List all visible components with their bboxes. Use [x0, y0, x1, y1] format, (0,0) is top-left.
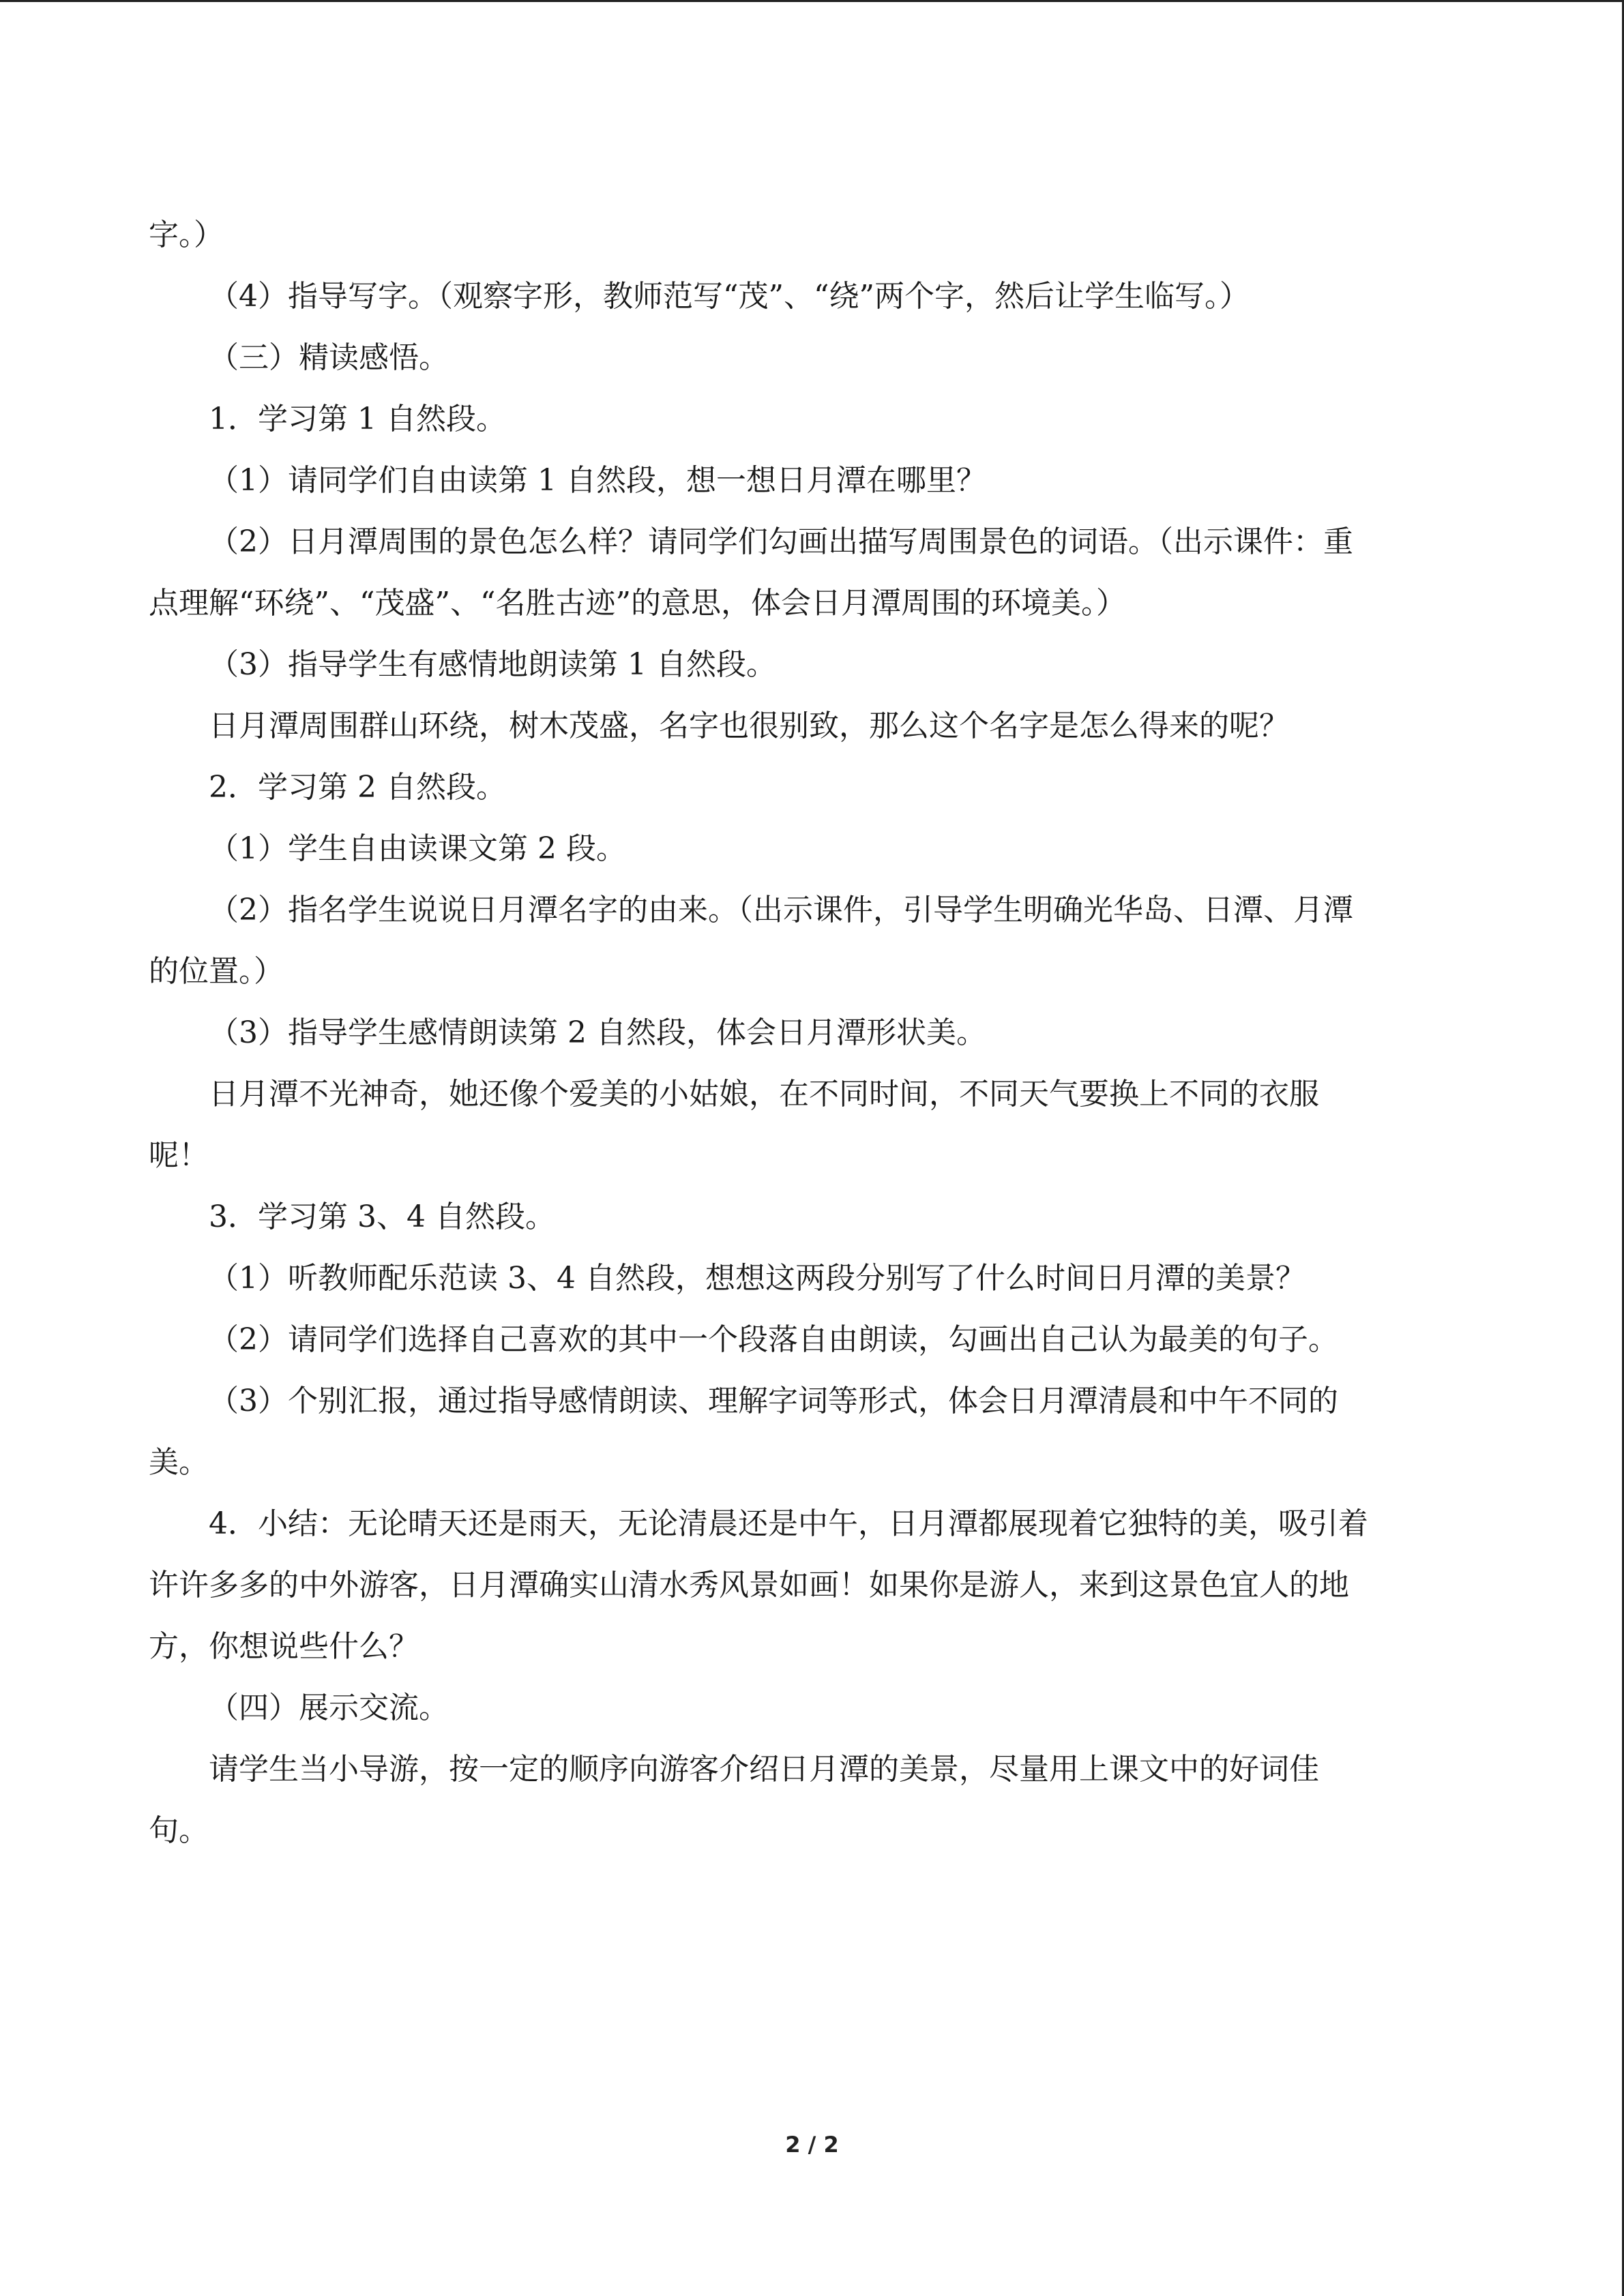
- text-line: 呢！: [149, 1138, 209, 1173]
- subsection-heading: 3．学习第 3、4 自然段。: [209, 1199, 555, 1234]
- text-line: （4）指导写字。（观察字形，教师范写“茂”、“绕”两个字，然后让学生临写。）: [209, 279, 1250, 314]
- text-line: （2）日月潭周围的景色怎么样？请同学们勾画出描写周围景色的词语。（出示课件：重: [209, 524, 1353, 559]
- text-line: （2）指名学生说说日月潭名字的由来。（出示课件，引导学生明确光华岛、日潭、月潭: [209, 893, 1353, 927]
- text-line: 的位置。）: [149, 954, 284, 989]
- page-number: 2 / 2: [785, 2132, 839, 2158]
- document-body: [149, 205, 1479, 1862]
- text-line: 许许多多的中外游客，日月潭确实山清水秀风景如画！如果你是游人，来到这景色宜人的地: [149, 1568, 1349, 1602]
- section-heading: （三）精读感悟。: [209, 340, 449, 375]
- text-line: （2）请同学们选择自己喜欢的其中一个段落自由朗读，勾画出自己认为最美的句子。: [209, 1322, 1338, 1357]
- text-line: （1）学生自由读课文第 2 段。: [209, 831, 626, 866]
- text-line: （3）个别汇报，通过指导感情朗读、理解字词等形式，体会日月潭清晨和中午不同的: [209, 1384, 1338, 1418]
- text-line: 点理解“环绕”、“茂盛”、“名胜古迹”的意思，体会日月潭周围的环境美。）: [149, 586, 1126, 621]
- text-line: 方，你想说些什么？: [149, 1629, 419, 1664]
- text-line: 字。）: [149, 218, 224, 252]
- text-line: 请学生当小导游，按一定的顺序向游客介绍日月潭的美景，尽量用上课文中的好词佳: [209, 1752, 1319, 1787]
- subsection-heading: 1．学习第 1 自然段。: [209, 402, 506, 436]
- text-line: 日月潭周围群山环绕，树木茂盛，名字也很别致，那么这个名字是怎么得来的呢？: [209, 709, 1289, 743]
- text-line: （1）听教师配乐范读 3、4 自然段，想想这两段分别写了什么时间日月潭的美景？: [209, 1261, 1305, 1296]
- section-heading: （四）展示交流。: [209, 1690, 449, 1725]
- text-line: （1）请同学们自由读第 1 自然段，想一想日月潭在哪里？: [209, 463, 986, 498]
- text-line: 句。: [149, 1813, 209, 1848]
- text-line: （3）指导学生感情朗读第 2 自然段，体会日月潭形状美。: [209, 1015, 986, 1050]
- summary-line: 4．小结：无论晴天还是雨天，无论清晨还是中午，日月潭都展现着它独特的美，吸引着: [209, 1506, 1368, 1541]
- subsection-heading: 2．学习第 2 自然段。: [209, 770, 506, 805]
- text-line: （3）指导学生有感情地朗读第 1 自然段。: [209, 647, 776, 682]
- text-line: 日月潭不光神奇，她还像个爱美的小姑娘，在不同时间，不同天气要换上不同的衣服: [209, 1077, 1319, 1112]
- text-line: 美。: [149, 1445, 209, 1480]
